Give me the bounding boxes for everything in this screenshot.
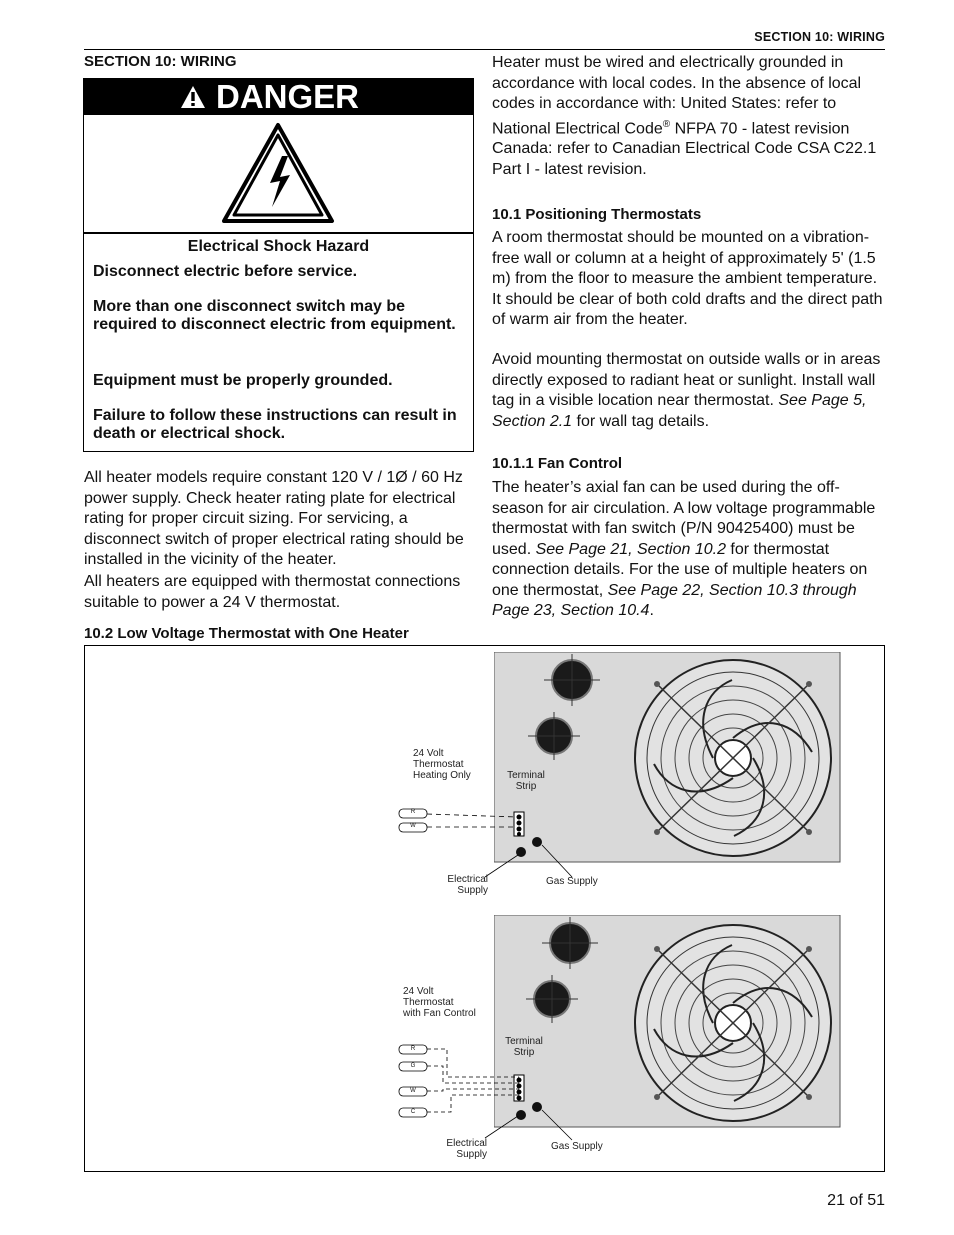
danger-box [83, 78, 474, 452]
subheading-10-1-1: 10.1.1 Fan Control [492, 455, 623, 472]
fan-text: The heater’s axial fan can be used during the off-season for air circulation. A low voltage programmable thermostat with fan switch (P/N 90425400) must be used. [492, 479, 876, 558]
fan-control-paragraph [492, 478, 887, 622]
label-line: Terminal [507, 770, 545, 781]
thermostat-label-top [413, 748, 471, 781]
page-reference[interactable]: See Page 5, Section 2.1 [492, 392, 867, 430]
label-line: with Fan Control [403, 1008, 476, 1019]
page-reference[interactable]: See Page 22, Section 10.3 through Page 23, Section 10.4 [492, 581, 857, 619]
page-reference[interactable]: See Page 21, Section 10.2 [535, 540, 726, 558]
label-line: Supply [457, 885, 488, 896]
terminal-c-tag: C [410, 1109, 416, 1115]
danger-line: Equipment must be properly grounded. [93, 372, 393, 389]
mounting-text-end: for wall tag details. [572, 412, 710, 430]
gas-supply-label-bottom: Gas Supply [551, 1141, 603, 1152]
codes-paragraph [492, 53, 887, 180]
label-line: Thermostat [413, 759, 464, 770]
label-line: Electrical [446, 1138, 487, 1149]
label-line: Terminal [505, 1036, 543, 1047]
danger-line: Failure to follow these instructions can result in death or electrical shock. [93, 407, 457, 442]
registered-mark: ® [662, 118, 671, 130]
positioning-paragraph: A room thermostat should be mounted on a vibration-free wall or column at a height of approximately 5' (1.5 m) from the floor to measure the ambient temperature. It should be clear of both cold drafts and the direct path of warm air from the heater. [492, 229, 883, 328]
thermostat-label-bottom [403, 986, 476, 1019]
label-line: Strip [513, 1047, 535, 1058]
electric-shock-icon [220, 121, 336, 225]
gas-supply-label-top: Gas Supply [546, 876, 598, 887]
danger-label: DANGER [216, 78, 360, 115]
leader-lines-bottom [480, 1100, 580, 1145]
label-line: 24 Volt [413, 748, 444, 759]
fan-text-end: . [649, 602, 654, 619]
header-rule [84, 49, 885, 50]
terminal-strip-label-top [505, 770, 547, 792]
subheading-10-2: 10.2 Low Voltage Thermostat with One Heater [84, 625, 409, 642]
label-line: 24 Volt [403, 986, 434, 997]
subheading-10-1: 10.1 Positioning Thermostats [492, 206, 702, 223]
codes-text: Heater must be wired and electrically grounded in accordance with local codes. In the absence of local codes in accordance with: United States: refer to National Electrical Code [492, 54, 862, 137]
danger-line: Disconnect electric before service. [93, 263, 358, 280]
terminal-w-tag: W [410, 1088, 416, 1094]
electrical-supply-label-bottom [440, 1138, 487, 1160]
danger-separator [84, 232, 473, 234]
section-title: SECTION 10: WIRING [84, 53, 237, 70]
terminal-r-tag: R [410, 809, 416, 815]
label-line: Supply [456, 1149, 487, 1160]
label-line: Strip [515, 781, 537, 792]
terminal-g-tag: G [410, 1063, 416, 1069]
danger-line: More than one disconnect switch may be required to disconnect electric from equipment. [93, 298, 456, 333]
electrical-supply-label-top [440, 874, 488, 896]
danger-heading: Electrical Shock Hazard [187, 238, 370, 255]
terminal-r-tag: R [410, 1046, 416, 1052]
label-line: Heating Only [413, 770, 471, 781]
fan-text-cont: for thermostat connection details. For the use of multiple heaters on one thermostat, [492, 540, 868, 599]
running-header: SECTION 10: WIRING [754, 30, 885, 44]
codes-text-cont: NFPA 70 - latest revision Canada: refer to Canadian Electrical Code CSA C22.1 Part I - latest revision. [492, 119, 877, 178]
power-paragraph: All heater models require constant 120 V / 1Ø / 60 Hz power supply. Check heater rating plate for electrical rating for proper circuit sizing. For servicing, a disconnect switch of proper electrical rating should be installed in the vicinity of the heater. [84, 469, 464, 568]
warning-icon [180, 85, 206, 109]
danger-banner [84, 79, 473, 115]
label-line: Thermostat [403, 997, 454, 1008]
terminal-w-tag: W [410, 823, 416, 829]
thermostat-paragraph: All heaters are equipped with thermostat connections suitable to power a 24 V thermostat. [84, 573, 461, 611]
heater-illustration-bottom [494, 915, 842, 1129]
mounting-paragraph [492, 350, 887, 432]
mounting-text: Avoid mounting thermostat on outside walls or in areas directly exposed to radiant heat or sunlight. Install wall tag in a visible location near thermostat. [492, 351, 881, 409]
page-number: 21 of 51 [827, 1192, 885, 1209]
label-line: Electrical [447, 874, 488, 885]
